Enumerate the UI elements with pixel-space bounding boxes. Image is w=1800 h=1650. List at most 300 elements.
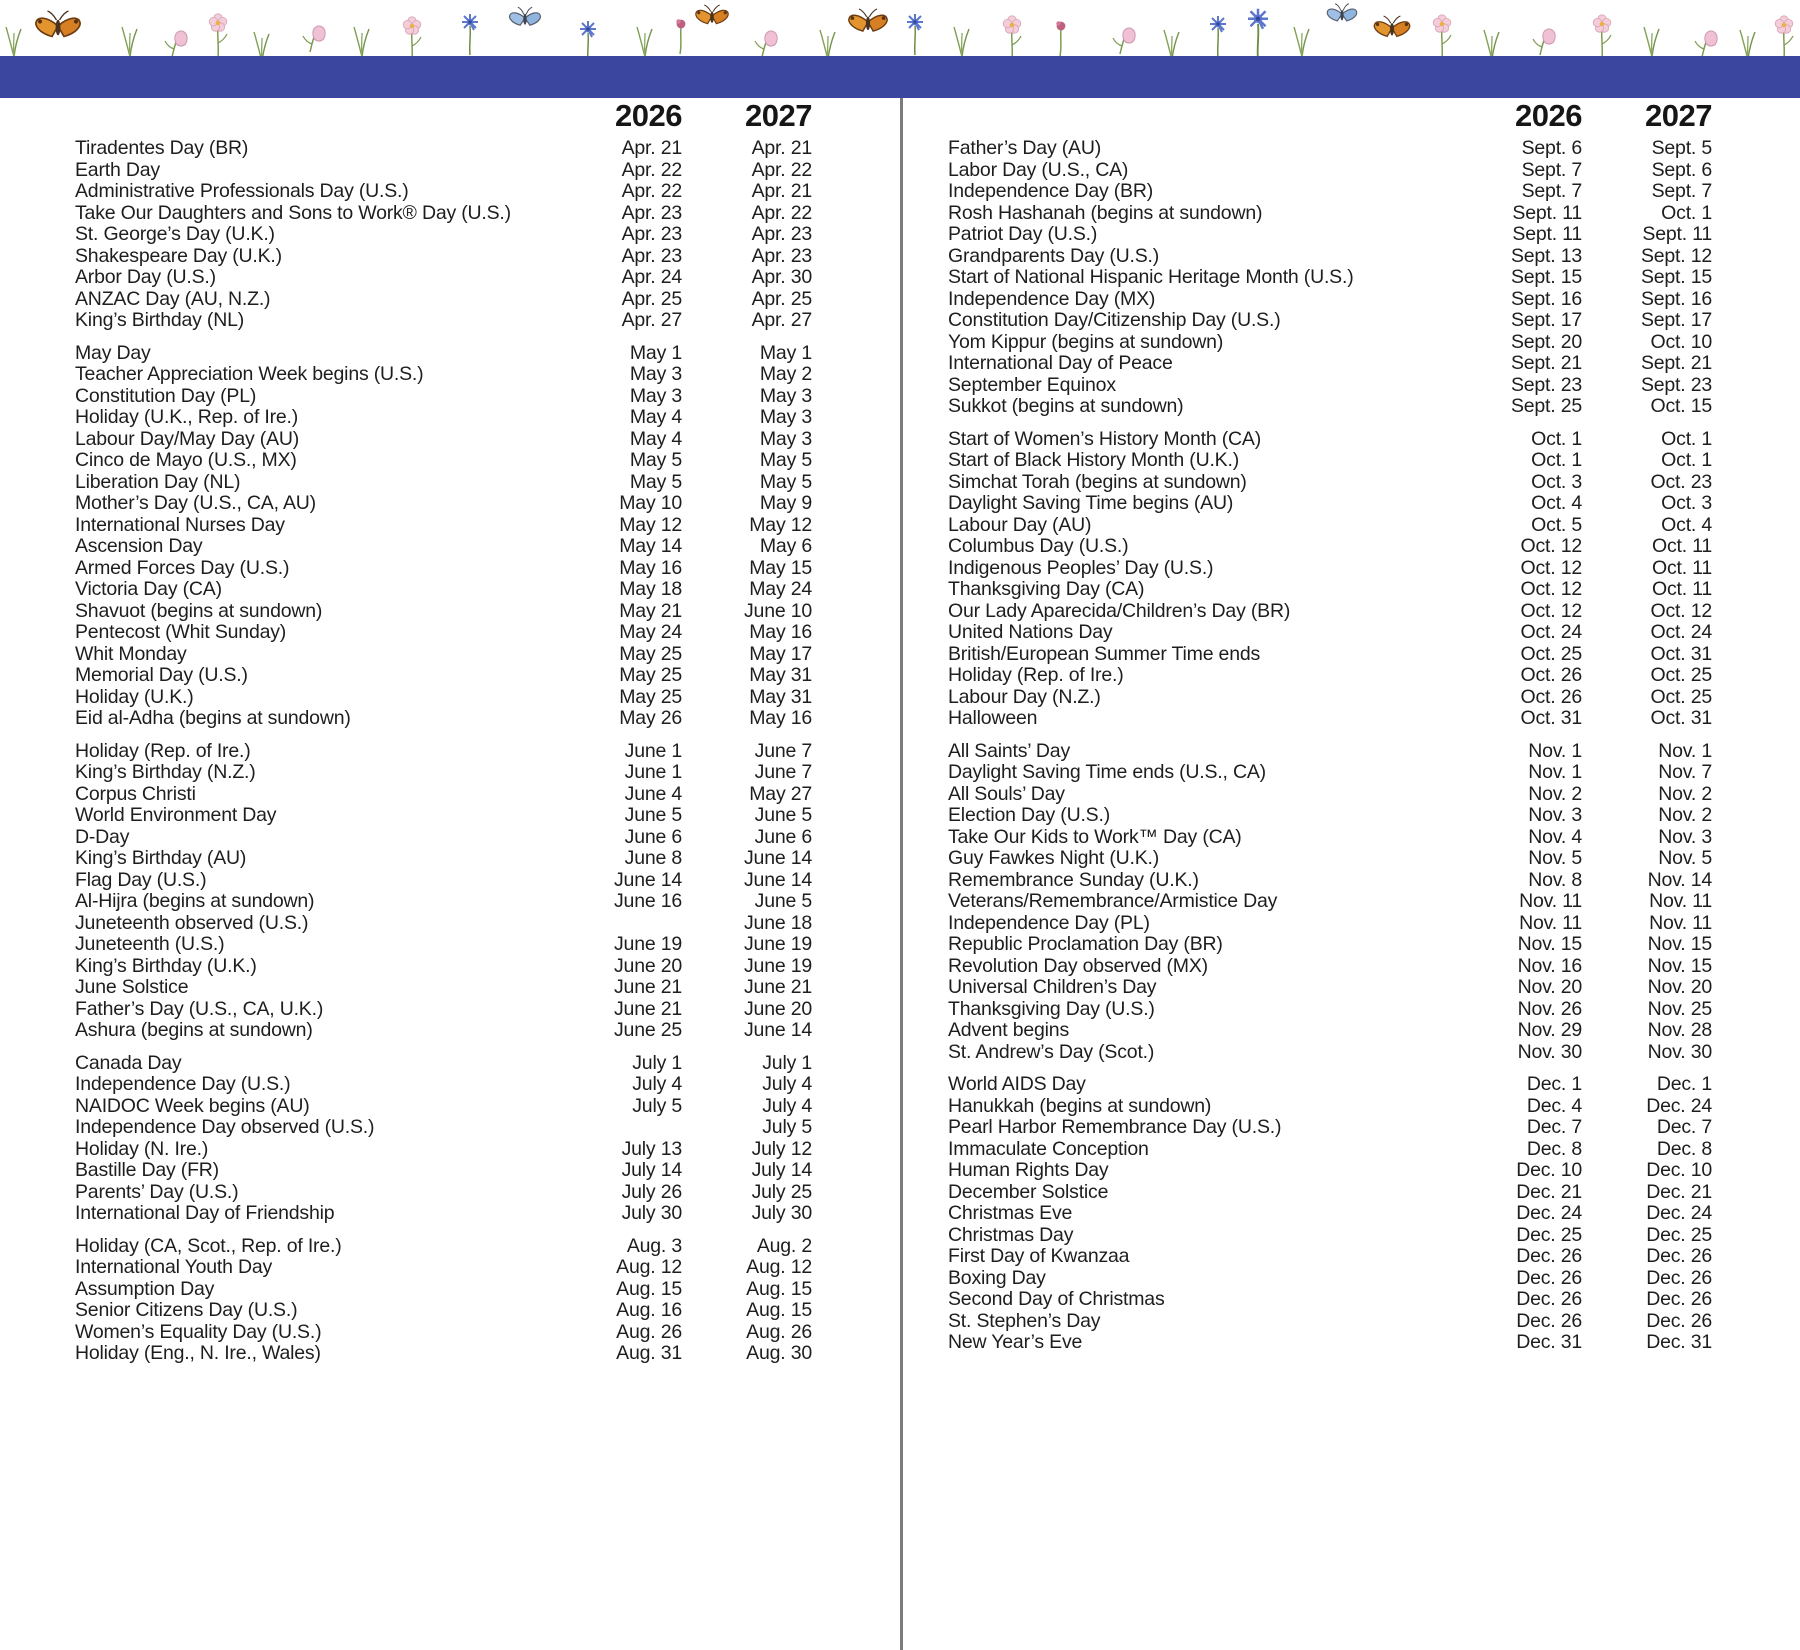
date-2027: Oct. 4 <box>1661 513 1712 536</box>
date-2026: Nov. 5 <box>1528 847 1582 869</box>
pink-flower-icon <box>1775 16 1793 57</box>
holiday-label: Labour Day (AU) <box>948 513 1092 536</box>
date-2027: Aug. 30 <box>746 1342 812 1364</box>
holiday-row <box>0 687 900 709</box>
date-2027: Sept. 5 <box>1651 137 1712 159</box>
date-2026: May 4 <box>629 427 682 450</box>
date-2026: Aug. 16 <box>616 1299 682 1321</box>
holiday-label: Holiday (N. Ire.) <box>75 1137 209 1160</box>
holiday-row <box>903 1289 1800 1311</box>
date-2026: May 24 <box>619 621 682 643</box>
date-2027: Nov. 3 <box>1658 825 1712 848</box>
date-2027: Aug. 12 <box>746 1256 812 1278</box>
holiday-row <box>0 913 900 935</box>
holiday-row <box>0 805 900 827</box>
date-2026: July 1 <box>632 1051 682 1074</box>
holiday-row <box>903 450 1800 472</box>
cornflower-icon <box>907 14 923 55</box>
holiday-label: Take Our Kids to Work™ Day (CA) <box>948 825 1242 848</box>
holiday-row <box>0 870 900 892</box>
holiday-rows <box>903 138 1800 1354</box>
date-2027: Dec. 7 <box>1656 1116 1712 1138</box>
date-2026: Nov. 29 <box>1517 1019 1582 1041</box>
holiday-row <box>0 343 900 365</box>
holiday-label: Ashura (begins at sundown) <box>75 1019 313 1041</box>
date-2026: Oct. 3 <box>1531 470 1582 493</box>
holiday-row <box>903 805 1800 827</box>
bell-flower-icon <box>1113 28 1135 54</box>
date-2026: May 3 <box>629 384 682 407</box>
holiday-label: Independence Day (BR) <box>948 180 1154 202</box>
date-2027: May 3 <box>759 384 812 407</box>
holiday-label: NAIDOC Week begins (AU) <box>75 1094 310 1117</box>
holiday-row <box>903 741 1800 763</box>
holiday-label: United Nations Day <box>948 621 1113 643</box>
holiday-label: D-Day <box>75 825 130 848</box>
holiday-label: World AIDS Day <box>948 1073 1086 1095</box>
date-2027: May 16 <box>749 621 812 643</box>
date-2026: Dec. 1 <box>1526 1073 1582 1095</box>
date-2027: July 1 <box>762 1051 812 1074</box>
date-2026: July 5 <box>632 1094 682 1117</box>
holiday-row <box>903 762 1800 784</box>
holiday-label: Senior Citizens Day (U.S.) <box>75 1299 298 1321</box>
holiday-row <box>0 622 900 644</box>
date-2026: Nov. 15 <box>1517 933 1582 955</box>
holiday-label: Rosh Hashanah (begins at sundown) <box>948 201 1263 224</box>
date-2027: May 15 <box>749 556 812 579</box>
bell-flower-icon <box>1533 29 1555 55</box>
date-2027: Oct. 31 <box>1650 642 1712 665</box>
date-2026: June 16 <box>614 890 682 912</box>
holiday-row <box>0 246 900 268</box>
holiday-row <box>903 977 1800 999</box>
date-2026: Oct. 12 <box>1520 578 1582 600</box>
grass-sprig-icon <box>637 27 652 57</box>
holiday-row <box>903 224 1800 246</box>
holiday-label: Armed Forces Day (U.S.) <box>75 556 290 579</box>
holiday-label: Canada Day <box>75 1051 182 1074</box>
clover-flower-icon <box>1056 21 1065 56</box>
date-2026: May 18 <box>619 578 682 600</box>
holiday-row <box>903 472 1800 494</box>
date-2026: Sept. 7 <box>1521 180 1582 202</box>
date-2026: June 1 <box>624 761 682 783</box>
grass-sprig-icon <box>1294 27 1309 57</box>
date-2026: Dec. 25 <box>1516 1223 1582 1246</box>
holiday-label: Columbus Day (U.S.) <box>948 535 1129 557</box>
date-2026: Oct. 25 <box>1520 642 1582 665</box>
holiday-rows <box>0 138 900 1365</box>
holiday-label: Thanksgiving Day (U.S.) <box>948 997 1155 1020</box>
holiday-row <box>0 1322 900 1344</box>
holiday-row <box>903 181 1800 203</box>
holiday-label: Republic Proclamation Day (BR) <box>948 933 1223 955</box>
holiday-label: Thanksgiving Day (CA) <box>948 578 1145 600</box>
holiday-row <box>0 762 900 784</box>
date-2026: Apr. 22 <box>621 158 682 181</box>
holiday-label: Bastille Day (FR) <box>75 1159 219 1181</box>
year-header-2027: 2027 <box>1645 98 1712 133</box>
date-2026: Oct. 5 <box>1531 513 1582 536</box>
date-2027: Nov. 15 <box>1647 954 1712 977</box>
date-2026: Dec. 26 <box>1516 1266 1582 1289</box>
holiday-row <box>0 644 900 666</box>
date-2027: June 19 <box>744 933 812 955</box>
date-2026: May 12 <box>619 513 682 536</box>
holiday-label: Independence Day (MX) <box>948 287 1156 310</box>
date-2026: Oct. 1 <box>1531 449 1582 471</box>
holiday-label: Arbor Day (U.S.) <box>75 266 216 288</box>
holiday-row <box>0 741 900 763</box>
date-2027: May 3 <box>759 406 812 428</box>
holiday-row <box>0 1053 900 1075</box>
holiday-label: Labour Day/May Day (AU) <box>75 427 300 450</box>
holiday-row <box>0 1117 900 1139</box>
holiday-label: Our Lady Aparecida/Children’s Day (BR) <box>948 599 1291 622</box>
date-2027: Oct. 1 <box>1661 427 1712 450</box>
holiday-row <box>903 708 1800 730</box>
holiday-row <box>0 1257 900 1279</box>
date-2026: Sept. 20 <box>1510 330 1582 353</box>
date-2027: Dec. 21 <box>1646 1180 1712 1203</box>
holiday-label: Whit Monday <box>75 642 187 665</box>
date-2027: Sept. 7 <box>1651 180 1712 202</box>
date-2027: May 2 <box>759 363 812 385</box>
holiday-row <box>0 138 900 160</box>
holiday-label: Parents’ Day (U.S.) <box>75 1180 239 1203</box>
holiday-label: Independence Day (U.S.) <box>75 1073 291 1095</box>
holiday-label: Indigenous Peoples’ Day (U.S.) <box>948 556 1214 579</box>
date-2026: Dec. 8 <box>1526 1137 1582 1160</box>
holiday-row <box>903 1268 1800 1290</box>
holiday-row <box>903 1203 1800 1225</box>
holiday-label: Shavuot (begins at sundown) <box>75 599 323 622</box>
holiday-row <box>903 138 1800 160</box>
date-2027: May 9 <box>759 492 812 514</box>
holiday-row <box>0 848 900 870</box>
holiday-label: Remembrance Sunday (U.K.) <box>948 868 1199 891</box>
date-2026: Dec. 21 <box>1516 1180 1582 1203</box>
holiday-row <box>903 622 1800 644</box>
date-2027: May 31 <box>749 685 812 708</box>
date-2027: Aug. 15 <box>746 1299 812 1321</box>
holiday-label: Independence Day observed (U.S.) <box>75 1116 375 1138</box>
date-2027: Sept. 6 <box>1651 158 1712 181</box>
holiday-row <box>903 1139 1800 1161</box>
date-2026: Dec. 26 <box>1516 1245 1582 1267</box>
holiday-row <box>0 784 900 806</box>
date-2026: June 14 <box>614 868 682 891</box>
date-2027: Nov. 2 <box>1658 782 1712 805</box>
date-2026: Nov. 8 <box>1528 868 1582 891</box>
holiday-row <box>903 644 1800 666</box>
date-2027: June 18 <box>744 911 812 934</box>
holiday-label: Halloween <box>948 707 1038 729</box>
date-2027: May 27 <box>749 782 812 805</box>
holiday-row <box>0 515 900 537</box>
pink-flower-icon <box>1433 15 1451 57</box>
holiday-row <box>0 310 900 332</box>
date-2026: Dec. 26 <box>1516 1309 1582 1332</box>
month-group <box>903 429 1800 730</box>
grass-sprig-icon <box>254 32 269 57</box>
date-2027: Sept. 21 <box>1640 352 1712 374</box>
clover-flower-icon <box>676 19 685 54</box>
holiday-row <box>0 472 900 494</box>
grass-sprig-icon <box>1164 30 1179 57</box>
date-2027: Nov. 2 <box>1658 804 1712 826</box>
grass-sprig-icon <box>954 27 969 57</box>
pink-flower-icon <box>1593 15 1611 57</box>
holiday-label: Pentecost (Whit Sunday) <box>75 621 287 643</box>
date-2026: May 1 <box>629 341 682 364</box>
date-2027: Nov. 30 <box>1647 1040 1712 1063</box>
year-header-2027: 2027 <box>745 98 812 133</box>
date-2026: Aug. 15 <box>616 1277 682 1300</box>
holiday-label: Simchat Torah (begins at sundown) <box>948 470 1247 493</box>
grass-sprig-icon <box>6 27 21 57</box>
holiday-label: Liberation Day (NL) <box>75 470 241 493</box>
date-2026: Sept. 25 <box>1510 395 1582 417</box>
holiday-row <box>903 203 1800 225</box>
date-2027: June 20 <box>744 997 812 1020</box>
date-2026: Dec. 7 <box>1526 1116 1582 1138</box>
date-2026: Apr. 23 <box>621 201 682 224</box>
holiday-row <box>903 1332 1800 1354</box>
date-2027: Oct. 1 <box>1661 201 1712 224</box>
date-2026: Sept. 11 <box>1512 201 1582 224</box>
date-2027: Sept. 12 <box>1640 244 1712 267</box>
pink-flower-icon <box>1003 16 1021 57</box>
date-2027: July 4 <box>762 1094 812 1117</box>
date-2026: Aug. 26 <box>616 1320 682 1343</box>
date-2026: Oct. 12 <box>1520 535 1582 557</box>
date-2026: June 6 <box>624 825 682 848</box>
date-2027: Oct. 1 <box>1661 449 1712 471</box>
date-2027: July 14 <box>751 1159 812 1181</box>
holiday-label: Holiday (Eng., N. Ire., Wales) <box>75 1342 321 1364</box>
date-2027: Nov. 14 <box>1647 868 1712 891</box>
holiday-label: Assumption Day <box>75 1277 215 1300</box>
holiday-label: First Day of Kwanzaa <box>948 1245 1130 1267</box>
month-group <box>903 138 1800 418</box>
holiday-row <box>903 1311 1800 1333</box>
date-2026: May 21 <box>619 599 682 622</box>
holiday-label: King’s Birthday (NL) <box>75 309 245 331</box>
holiday-row <box>0 181 900 203</box>
holiday-label: Human Rights Day <box>948 1159 1109 1181</box>
holiday-row <box>0 1139 900 1161</box>
date-2026: Nov. 3 <box>1528 804 1582 826</box>
date-2026: Nov. 16 <box>1517 954 1582 977</box>
grass-sprig-icon <box>1484 30 1499 57</box>
date-2026: June 25 <box>614 1019 682 1041</box>
holiday-label: King’s Birthday (U.K.) <box>75 954 257 977</box>
holiday-row <box>0 665 900 687</box>
date-2027: July 30 <box>751 1202 812 1224</box>
holiday-label: ANZAC Day (AU, N.Z.) <box>75 287 271 310</box>
holiday-label: King’s Birthday (AU) <box>75 847 247 869</box>
holiday-row <box>903 784 1800 806</box>
holiday-label: Holiday (U.K.) <box>75 685 194 708</box>
date-2026: Dec. 26 <box>1516 1288 1582 1310</box>
holiday-label: Labor Day (U.S., CA) <box>948 158 1129 181</box>
date-2026: Oct. 31 <box>1520 707 1582 729</box>
holiday-label: St. George’s Day (U.K.) <box>75 223 275 245</box>
date-2027: Apr. 25 <box>751 287 812 310</box>
holiday-row <box>0 203 900 225</box>
date-2027: Sept. 16 <box>1640 287 1712 310</box>
date-2026: Dec. 4 <box>1526 1094 1582 1117</box>
date-2027: Sept. 23 <box>1640 373 1712 396</box>
holiday-row <box>903 665 1800 687</box>
date-2026: Sept. 23 <box>1510 373 1582 396</box>
date-2027: May 5 <box>759 449 812 471</box>
month-group <box>0 1053 900 1225</box>
date-2026: June 5 <box>624 804 682 826</box>
date-2026: Sept. 7 <box>1521 158 1582 181</box>
date-2026: Oct. 26 <box>1520 685 1582 708</box>
holiday-label: All Souls’ Day <box>948 782 1065 805</box>
holiday-label: International Day of Friendship <box>75 1202 335 1224</box>
date-2027: Oct. 11 <box>1651 578 1712 600</box>
date-2027: Apr. 21 <box>751 180 812 202</box>
date-2027: June 14 <box>744 868 812 891</box>
date-2027: July 5 <box>762 1116 812 1138</box>
month-group <box>0 138 900 332</box>
date-2027: Dec. 24 <box>1646 1202 1712 1224</box>
date-2027: Nov. 15 <box>1647 933 1712 955</box>
holiday-label: Constitution Day (PL) <box>75 384 257 407</box>
holiday-row <box>903 891 1800 913</box>
date-2026: Sept. 13 <box>1510 244 1582 267</box>
date-2027: Nov. 25 <box>1647 997 1712 1020</box>
holiday-label: Start of National Hispanic Heritage Month (U.S.) <box>948 266 1354 288</box>
orange-butterfly-icon <box>1374 16 1409 36</box>
holiday-label: Hanukkah (begins at sundown) <box>948 1094 1212 1117</box>
date-2026: May 25 <box>619 685 682 708</box>
holiday-label: Cinco de Mayo (U.S., MX) <box>75 449 297 471</box>
holiday-row <box>903 536 1800 558</box>
date-2027: Dec. 26 <box>1646 1309 1712 1332</box>
holiday-row <box>0 160 900 182</box>
date-2026: Sept. 21 <box>1510 352 1582 374</box>
holiday-row <box>903 558 1800 580</box>
holiday-row <box>903 934 1800 956</box>
holiday-row <box>0 493 900 515</box>
date-2026: May 25 <box>619 664 682 686</box>
holiday-row <box>0 1182 900 1204</box>
date-2027: Apr. 21 <box>751 137 812 159</box>
holiday-label: Holiday (Rep. of Ire.) <box>75 739 251 762</box>
holiday-label: British/European Summer Time ends <box>948 642 1261 665</box>
holiday-label: Tiradentes Day (BR) <box>75 137 249 159</box>
date-2026: Nov. 1 <box>1528 761 1582 783</box>
holiday-row <box>0 386 900 408</box>
holiday-row <box>903 1225 1800 1247</box>
date-2027: Aug. 15 <box>746 1277 812 1300</box>
blue-divider-band <box>0 56 1800 98</box>
date-2027: Oct. 12 <box>1650 599 1712 622</box>
date-2026: June 4 <box>624 782 682 805</box>
holiday-row <box>903 1020 1800 1042</box>
date-2026: June 8 <box>624 847 682 869</box>
holiday-row <box>0 1300 900 1322</box>
blue-butterfly-icon <box>1327 4 1356 21</box>
holiday-label: All Saints’ Day <box>948 739 1070 762</box>
month-group <box>0 1236 900 1365</box>
date-2027: June 7 <box>754 739 812 762</box>
holiday-label: Memorial Day (U.S.) <box>75 664 248 686</box>
grass-sprig-icon <box>820 30 835 57</box>
date-2027: Dec. 26 <box>1646 1266 1712 1289</box>
date-2026: May 4 <box>629 406 682 428</box>
date-2026: Aug. 12 <box>616 1256 682 1278</box>
date-2027: June 21 <box>744 976 812 998</box>
date-2027: Dec. 26 <box>1646 1245 1712 1267</box>
date-2027: Oct. 31 <box>1650 707 1712 729</box>
date-2027: Dec. 25 <box>1646 1223 1712 1246</box>
holiday-label: International Day of Peace <box>948 352 1173 374</box>
holiday-label: Christmas Day <box>948 1223 1074 1246</box>
holiday-label: December Solstice <box>948 1180 1109 1203</box>
grass-sprig-icon <box>354 27 369 57</box>
holiday-label: Juneteenth observed (U.S.) <box>75 911 309 934</box>
date-2026: June 21 <box>614 997 682 1020</box>
holiday-label: Flag Day (U.S.) <box>75 868 207 891</box>
holiday-label: Shakespeare Day (U.K.) <box>75 244 282 267</box>
holiday-label: Take Our Daughters and Sons to Work® Day (U.S.) <box>75 201 511 224</box>
date-2026: Apr. 23 <box>621 244 682 267</box>
holiday-row <box>0 1343 900 1365</box>
month-group <box>903 741 1800 1064</box>
pink-flower-icon <box>403 17 421 57</box>
holiday-row <box>0 267 900 289</box>
holiday-row <box>0 429 900 451</box>
date-2026: Dec. 24 <box>1516 1202 1582 1224</box>
holiday-row <box>0 1279 900 1301</box>
date-2027: Aug. 2 <box>756 1234 812 1257</box>
holiday-row <box>0 407 900 429</box>
date-2027: July 4 <box>762 1073 812 1095</box>
date-2027: Nov. 1 <box>1658 739 1712 762</box>
holiday-row <box>0 1020 900 1042</box>
holiday-label: May Day <box>75 341 151 364</box>
date-2026: May 10 <box>619 492 682 514</box>
holidays-column-april-august <box>0 98 900 1650</box>
holiday-label: Teacher Appreciation Week begins (U.S.) <box>75 363 424 385</box>
holiday-row <box>0 827 900 849</box>
holiday-row <box>0 450 900 472</box>
holiday-label: Eid al-Adha (begins at sundown) <box>75 707 351 729</box>
date-2027: Sept. 17 <box>1640 309 1712 331</box>
holiday-label: Election Day (U.S.) <box>948 804 1110 826</box>
holiday-row <box>903 493 1800 515</box>
date-2027: June 10 <box>744 599 812 622</box>
date-2026: Nov. 30 <box>1517 1040 1582 1063</box>
date-2026: Dec. 10 <box>1516 1159 1582 1181</box>
holiday-row <box>903 396 1800 418</box>
holiday-row <box>0 1096 900 1118</box>
holiday-label: Grandparents Day (U.S.) <box>948 244 1160 267</box>
holiday-row <box>0 289 900 311</box>
date-2026: Aug. 3 <box>626 1234 682 1257</box>
year-header-2026: 2026 <box>1515 98 1582 133</box>
date-2026: Apr. 25 <box>621 287 682 310</box>
holiday-label: World Environment Day <box>75 804 277 826</box>
holiday-row <box>903 246 1800 268</box>
